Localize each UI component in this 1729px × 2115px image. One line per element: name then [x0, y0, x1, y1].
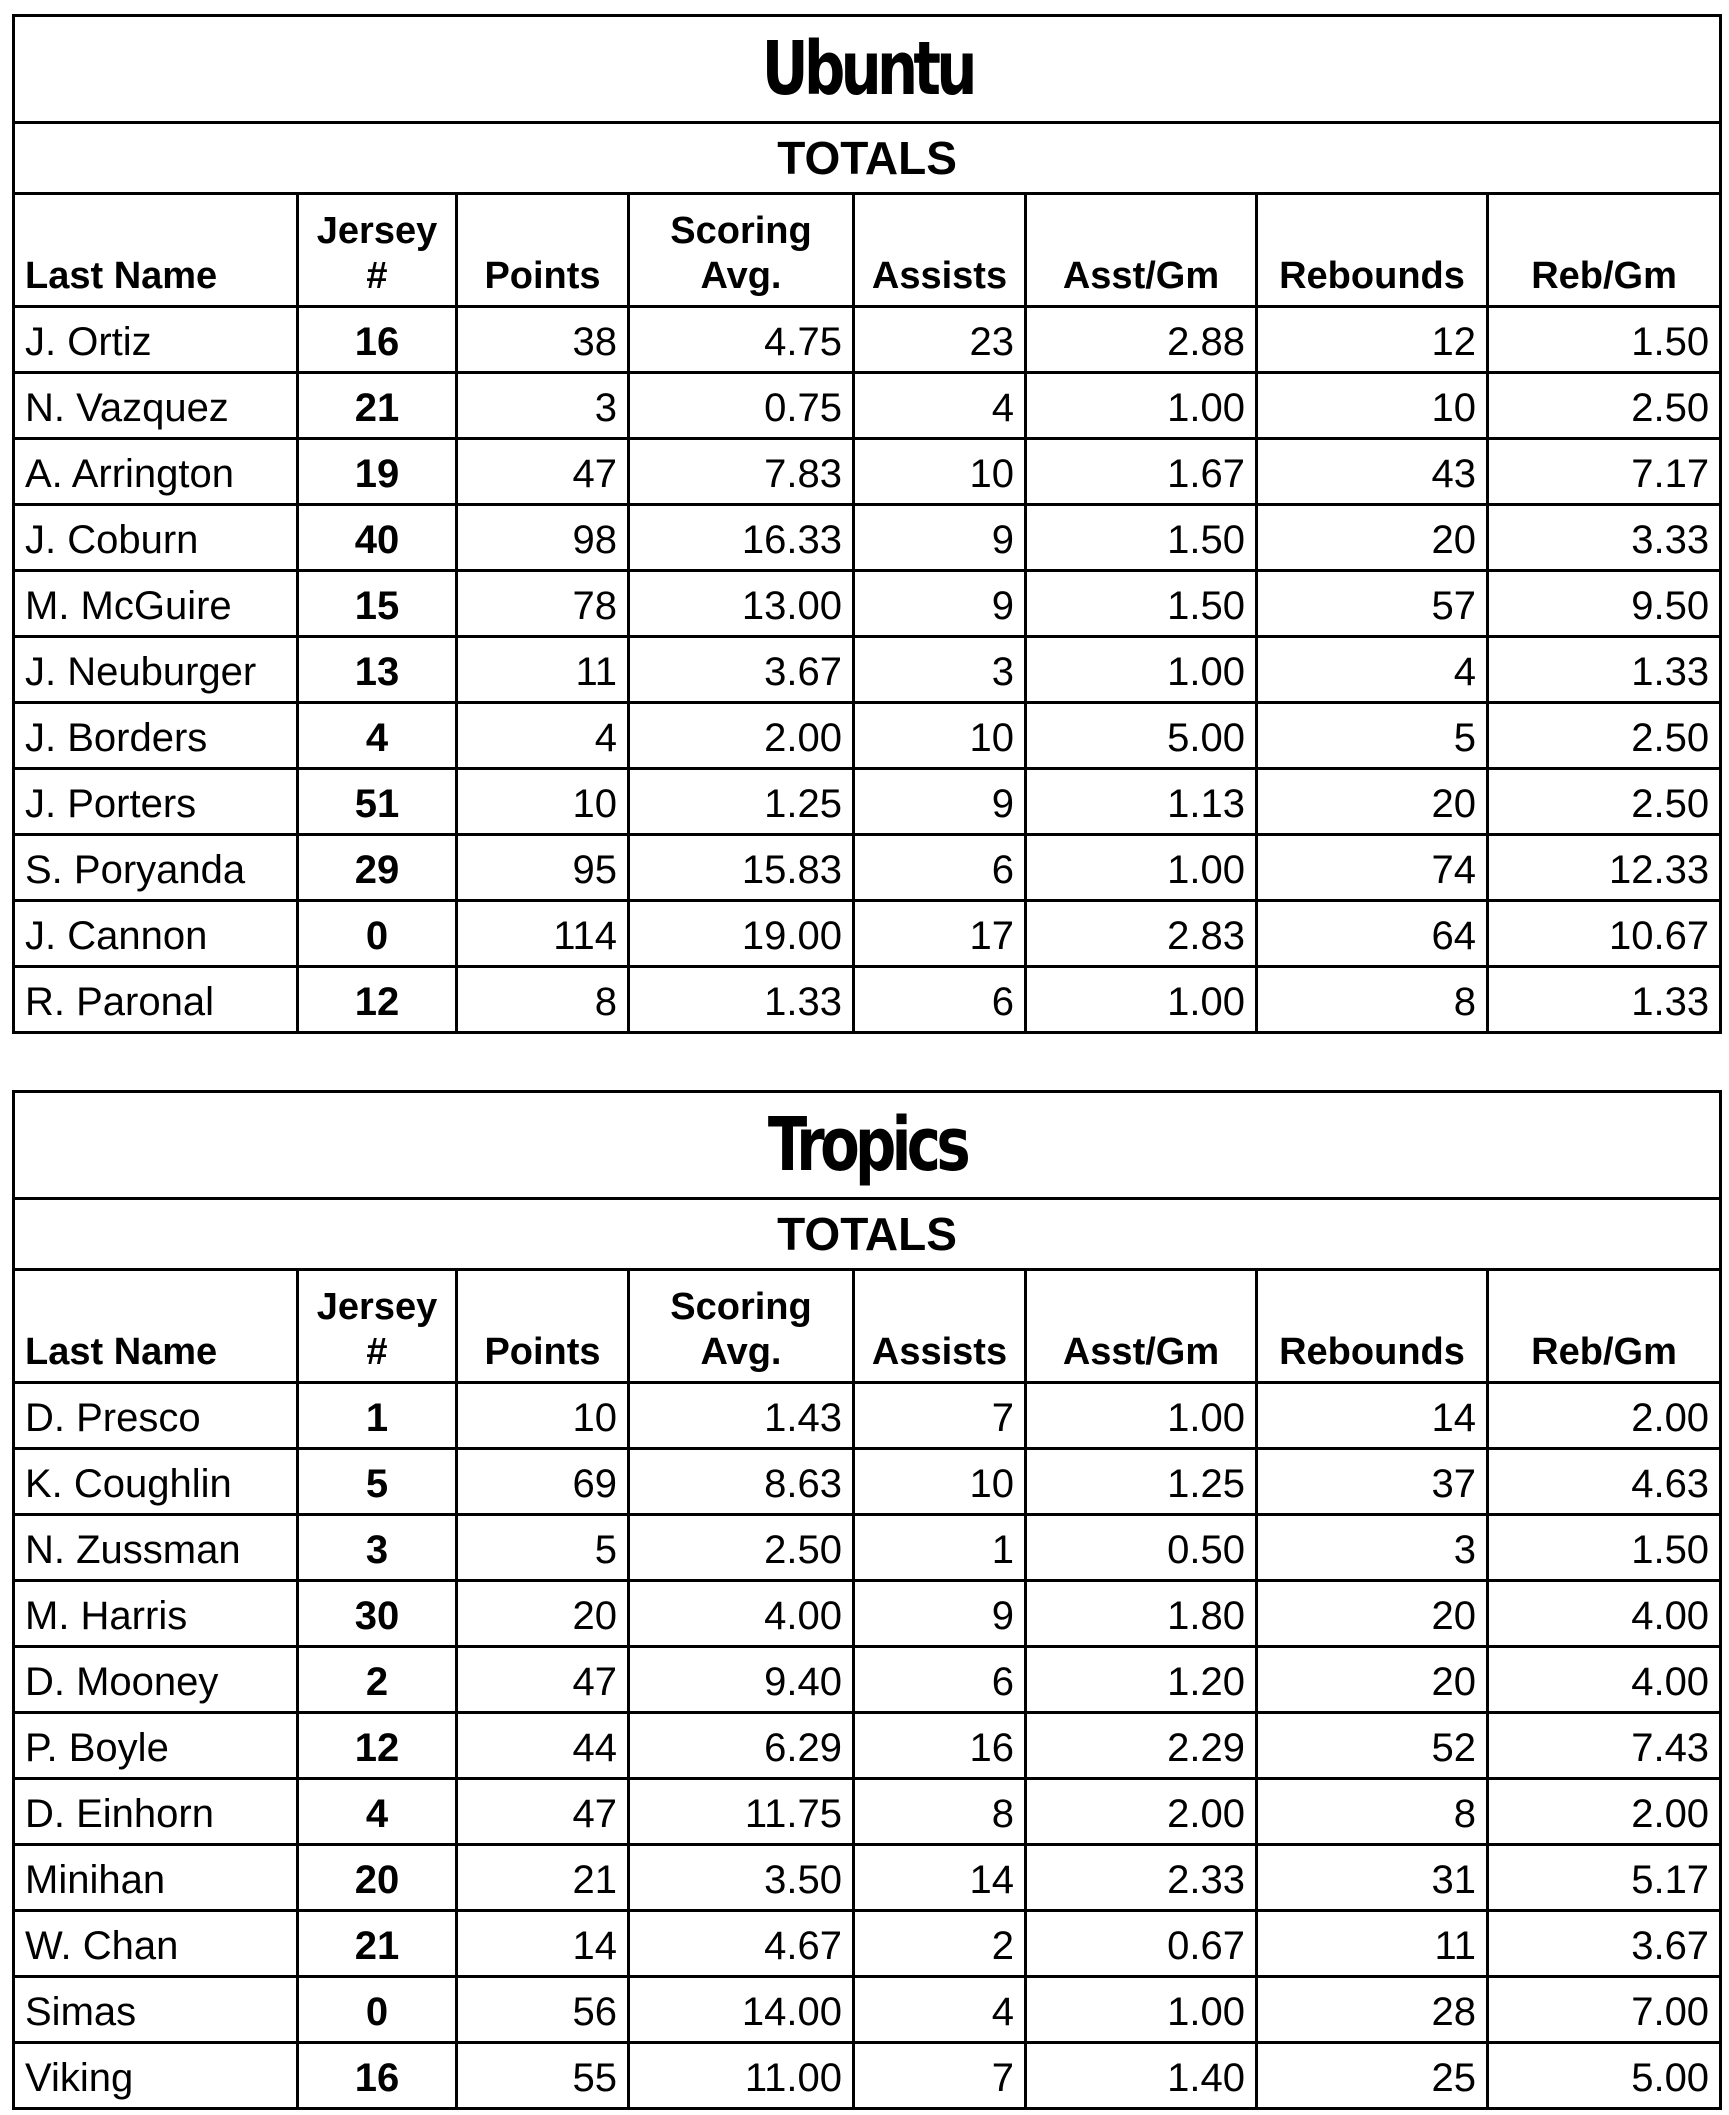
cell-rebounds: 64	[1257, 901, 1488, 967]
cell-last-name: K. Coughlin	[14, 1449, 298, 1515]
cell-assists: 10	[854, 439, 1026, 505]
cell-rebounds: 8	[1257, 1779, 1488, 1845]
column-header-reb-gm: Reb/Gm	[1488, 194, 1721, 307]
cell-scoring-avg: 4.75	[629, 307, 854, 373]
cell-jersey: 16	[298, 2043, 457, 2109]
column-header-scoring-avg: Scoring Avg.	[629, 1270, 854, 1383]
cell-rebounds: 43	[1257, 439, 1488, 505]
cell-last-name: J. Porters	[14, 769, 298, 835]
cell-asst-gm: 1.00	[1026, 373, 1257, 439]
cell-last-name: J. Borders	[14, 703, 298, 769]
cell-points: 10	[457, 769, 629, 835]
cell-assists: 14	[854, 1845, 1026, 1911]
table-row	[14, 571, 1721, 637]
cell-reb-gm: 3.67	[1488, 1911, 1721, 1977]
cell-last-name: S. Poryanda	[14, 835, 298, 901]
cell-asst-gm: 1.20	[1026, 1647, 1257, 1713]
cell-scoring-avg: 11.00	[629, 2043, 854, 2109]
cell-assists: 1	[854, 1515, 1026, 1581]
team-table-tropics	[12, 1090, 1722, 2110]
cell-jersey: 40	[298, 505, 457, 571]
cell-scoring-avg: 1.25	[629, 769, 854, 835]
cell-last-name: D. Mooney	[14, 1647, 298, 1713]
cell-last-name: J. Cannon	[14, 901, 298, 967]
cell-asst-gm: 1.00	[1026, 967, 1257, 1033]
cell-reb-gm: 1.50	[1488, 1515, 1721, 1581]
cell-last-name: R. Paronal	[14, 967, 298, 1033]
table-row	[14, 901, 1721, 967]
cell-assists: 6	[854, 967, 1026, 1033]
cell-rebounds: 20	[1257, 505, 1488, 571]
cell-points: 11	[457, 637, 629, 703]
cell-last-name: A. Arrington	[14, 439, 298, 505]
cell-scoring-avg: 19.00	[629, 901, 854, 967]
cell-scoring-avg: 2.00	[629, 703, 854, 769]
table-row	[14, 1713, 1721, 1779]
cell-asst-gm: 1.00	[1026, 1383, 1257, 1449]
table-row	[14, 967, 1721, 1033]
table-row	[14, 1383, 1721, 1449]
column-header-assists: Assists	[854, 1270, 1026, 1383]
cell-assists: 3	[854, 637, 1026, 703]
cell-jersey: 30	[298, 1581, 457, 1647]
cell-asst-gm: 1.50	[1026, 505, 1257, 571]
cell-scoring-avg: 9.40	[629, 1647, 854, 1713]
cell-last-name: J. Ortiz	[14, 307, 298, 373]
cell-asst-gm: 2.29	[1026, 1713, 1257, 1779]
column-header-last-name: Last Name	[14, 1270, 298, 1383]
cell-scoring-avg: 13.00	[629, 571, 854, 637]
cell-assists: 9	[854, 1581, 1026, 1647]
cell-points: 14	[457, 1911, 629, 1977]
column-header-last-name: Last Name	[14, 194, 298, 307]
table-row	[14, 307, 1721, 373]
column-header-reb-gm: Reb/Gm	[1488, 1270, 1721, 1383]
team-name: Tropics	[767, 1102, 967, 1188]
cell-assists: 23	[854, 307, 1026, 373]
table-row	[14, 703, 1721, 769]
cell-asst-gm: 0.67	[1026, 1911, 1257, 1977]
cell-rebounds: 3	[1257, 1515, 1488, 1581]
cell-rebounds: 20	[1257, 1647, 1488, 1713]
cell-reb-gm: 9.50	[1488, 571, 1721, 637]
cell-rebounds: 25	[1257, 2043, 1488, 2109]
table-row	[14, 835, 1721, 901]
cell-scoring-avg: 3.67	[629, 637, 854, 703]
cell-assists: 9	[854, 769, 1026, 835]
cell-last-name: J. Coburn	[14, 505, 298, 571]
totals-row	[14, 123, 1721, 194]
cell-jersey: 29	[298, 835, 457, 901]
cell-jersey: 2	[298, 1647, 457, 1713]
cell-points: 38	[457, 307, 629, 373]
column-header-scoring-avg: Scoring Avg.	[629, 194, 854, 307]
cell-asst-gm: 0.50	[1026, 1515, 1257, 1581]
cell-points: 55	[457, 2043, 629, 2109]
cell-jersey: 3	[298, 1515, 457, 1581]
cell-asst-gm: 2.33	[1026, 1845, 1257, 1911]
cell-last-name: M. McGuire	[14, 571, 298, 637]
team-title-row	[14, 16, 1721, 123]
cell-last-name: N. Zussman	[14, 1515, 298, 1581]
cell-asst-gm: 2.00	[1026, 1779, 1257, 1845]
cell-points: 8	[457, 967, 629, 1033]
cell-assists: 8	[854, 1779, 1026, 1845]
cell-asst-gm: 1.00	[1026, 637, 1257, 703]
cell-rebounds: 28	[1257, 1977, 1488, 2043]
column-header-rebounds: Rebounds	[1257, 1270, 1488, 1383]
team-title-cell	[14, 1092, 1721, 1199]
cell-jersey: 0	[298, 901, 457, 967]
cell-assists: 7	[854, 2043, 1026, 2109]
cell-last-name: Minihan	[14, 1845, 298, 1911]
cell-scoring-avg: 7.83	[629, 439, 854, 505]
column-header-assists: Assists	[854, 194, 1026, 307]
cell-jersey: 4	[298, 703, 457, 769]
cell-reb-gm: 4.00	[1488, 1647, 1721, 1713]
cell-assists: 9	[854, 505, 1026, 571]
cell-assists: 10	[854, 703, 1026, 769]
table-row	[14, 1647, 1721, 1713]
cell-points: 47	[457, 439, 629, 505]
cell-rebounds: 8	[1257, 967, 1488, 1033]
table-row	[14, 1449, 1721, 1515]
cell-points: 47	[457, 1779, 629, 1845]
cell-jersey: 0	[298, 1977, 457, 2043]
cell-asst-gm: 1.13	[1026, 769, 1257, 835]
cell-scoring-avg: 0.75	[629, 373, 854, 439]
cell-jersey: 21	[298, 1911, 457, 1977]
cell-asst-gm: 2.88	[1026, 307, 1257, 373]
cell-assists: 9	[854, 571, 1026, 637]
cell-rebounds: 37	[1257, 1449, 1488, 1515]
table-row	[14, 373, 1721, 439]
cell-scoring-avg: 3.50	[629, 1845, 854, 1911]
table-row	[14, 637, 1721, 703]
cell-rebounds: 52	[1257, 1713, 1488, 1779]
column-header-rebounds: Rebounds	[1257, 194, 1488, 307]
column-header-jersey: Jersey #	[298, 194, 457, 307]
cell-points: 47	[457, 1647, 629, 1713]
cell-scoring-avg: 1.33	[629, 967, 854, 1033]
cell-jersey: 1	[298, 1383, 457, 1449]
column-header-jersey: Jersey #	[298, 1270, 457, 1383]
cell-points: 21	[457, 1845, 629, 1911]
cell-scoring-avg: 16.33	[629, 505, 854, 571]
table-row	[14, 1845, 1721, 1911]
table-row	[14, 769, 1721, 835]
cell-reb-gm: 1.33	[1488, 967, 1721, 1033]
cell-last-name: Viking	[14, 2043, 298, 2109]
cell-jersey: 12	[298, 1713, 457, 1779]
cell-scoring-avg: 6.29	[629, 1713, 854, 1779]
cell-reb-gm: 4.63	[1488, 1449, 1721, 1515]
cell-jersey: 15	[298, 571, 457, 637]
table-row	[14, 1911, 1721, 1977]
cell-jersey: 4	[298, 1779, 457, 1845]
cell-reb-gm: 7.17	[1488, 439, 1721, 505]
cell-jersey: 5	[298, 1449, 457, 1515]
table-row	[14, 2043, 1721, 2109]
cell-reb-gm: 1.50	[1488, 307, 1721, 373]
totals-row	[14, 1199, 1721, 1270]
cell-reb-gm: 5.00	[1488, 2043, 1721, 2109]
cell-asst-gm: 5.00	[1026, 703, 1257, 769]
column-header-asst-gm: Asst/Gm	[1026, 1270, 1257, 1383]
cell-scoring-avg: 4.67	[629, 1911, 854, 1977]
totals-label: TOTALS	[14, 123, 1721, 194]
cell-scoring-avg: 4.00	[629, 1581, 854, 1647]
cell-rebounds: 20	[1257, 769, 1488, 835]
cell-asst-gm: 1.40	[1026, 2043, 1257, 2109]
table-row	[14, 505, 1721, 571]
cell-last-name: W. Chan	[14, 1911, 298, 1977]
cell-scoring-avg: 14.00	[629, 1977, 854, 2043]
cell-reb-gm: 7.43	[1488, 1713, 1721, 1779]
cell-assists: 10	[854, 1449, 1026, 1515]
cell-rebounds: 11	[1257, 1911, 1488, 1977]
cell-rebounds: 31	[1257, 1845, 1488, 1911]
cell-rebounds: 20	[1257, 1581, 1488, 1647]
cell-points: 78	[457, 571, 629, 637]
cell-jersey: 12	[298, 967, 457, 1033]
cell-points: 5	[457, 1515, 629, 1581]
cell-rebounds: 12	[1257, 307, 1488, 373]
cell-points: 98	[457, 505, 629, 571]
cell-points: 114	[457, 901, 629, 967]
column-header-asst-gm: Asst/Gm	[1026, 194, 1257, 307]
totals-label: TOTALS	[14, 1199, 1721, 1270]
cell-assists: 7	[854, 1383, 1026, 1449]
cell-rebounds: 4	[1257, 637, 1488, 703]
cell-last-name: D. Einhorn	[14, 1779, 298, 1845]
cell-asst-gm: 1.80	[1026, 1581, 1257, 1647]
cell-last-name: J. Neuburger	[14, 637, 298, 703]
cell-asst-gm: 1.25	[1026, 1449, 1257, 1515]
cell-points: 56	[457, 1977, 629, 2043]
cell-rebounds: 74	[1257, 835, 1488, 901]
table-row	[14, 439, 1721, 505]
team-title-row	[14, 1092, 1721, 1199]
cell-assists: 16	[854, 1713, 1026, 1779]
cell-reb-gm: 10.67	[1488, 901, 1721, 967]
cell-reb-gm: 2.50	[1488, 373, 1721, 439]
cell-assists: 4	[854, 373, 1026, 439]
cell-jersey: 13	[298, 637, 457, 703]
cell-points: 95	[457, 835, 629, 901]
cell-jersey: 21	[298, 373, 457, 439]
cell-last-name: P. Boyle	[14, 1713, 298, 1779]
cell-assists: 17	[854, 901, 1026, 967]
cell-asst-gm: 1.50	[1026, 571, 1257, 637]
cell-scoring-avg: 1.43	[629, 1383, 854, 1449]
cell-jersey: 51	[298, 769, 457, 835]
cell-reb-gm: 3.33	[1488, 505, 1721, 571]
cell-scoring-avg: 15.83	[629, 835, 854, 901]
cell-assists: 4	[854, 1977, 1026, 2043]
cell-last-name: M. Harris	[14, 1581, 298, 1647]
cell-points: 20	[457, 1581, 629, 1647]
cell-last-name: D. Presco	[14, 1383, 298, 1449]
team-title-cell	[14, 16, 1721, 123]
column-header-points: Points	[457, 194, 629, 307]
team-name: Ubuntu	[761, 26, 973, 112]
cell-last-name: N. Vazquez	[14, 373, 298, 439]
cell-jersey: 16	[298, 307, 457, 373]
column-header-points: Points	[457, 1270, 629, 1383]
cell-reb-gm: 2.50	[1488, 703, 1721, 769]
cell-scoring-avg: 8.63	[629, 1449, 854, 1515]
cell-points: 69	[457, 1449, 629, 1515]
cell-rebounds: 14	[1257, 1383, 1488, 1449]
cell-reb-gm: 1.33	[1488, 637, 1721, 703]
cell-reb-gm: 2.00	[1488, 1383, 1721, 1449]
column-header-row	[14, 1270, 1721, 1383]
cell-last-name: Simas	[14, 1977, 298, 2043]
cell-asst-gm: 2.83	[1026, 901, 1257, 967]
table-row	[14, 1779, 1721, 1845]
cell-reb-gm: 2.00	[1488, 1779, 1721, 1845]
cell-points: 4	[457, 703, 629, 769]
cell-assists: 2	[854, 1911, 1026, 1977]
cell-asst-gm: 1.67	[1026, 439, 1257, 505]
cell-rebounds: 57	[1257, 571, 1488, 637]
table-row	[14, 1581, 1721, 1647]
cell-assists: 6	[854, 835, 1026, 901]
cell-reb-gm: 2.50	[1488, 769, 1721, 835]
cell-jersey: 19	[298, 439, 457, 505]
cell-rebounds: 10	[1257, 373, 1488, 439]
cell-reb-gm: 5.17	[1488, 1845, 1721, 1911]
cell-scoring-avg: 2.50	[629, 1515, 854, 1581]
cell-reb-gm: 4.00	[1488, 1581, 1721, 1647]
cell-points: 10	[457, 1383, 629, 1449]
cell-points: 3	[457, 373, 629, 439]
cell-rebounds: 5	[1257, 703, 1488, 769]
cell-reb-gm: 7.00	[1488, 1977, 1721, 2043]
cell-reb-gm: 12.33	[1488, 835, 1721, 901]
table-row	[14, 1515, 1721, 1581]
cell-asst-gm: 1.00	[1026, 1977, 1257, 2043]
cell-jersey: 20	[298, 1845, 457, 1911]
team-table-ubuntu	[12, 14, 1722, 1034]
cell-asst-gm: 1.00	[1026, 835, 1257, 901]
cell-points: 44	[457, 1713, 629, 1779]
cell-assists: 6	[854, 1647, 1026, 1713]
column-header-row	[14, 194, 1721, 307]
table-row	[14, 1977, 1721, 2043]
cell-scoring-avg: 11.75	[629, 1779, 854, 1845]
